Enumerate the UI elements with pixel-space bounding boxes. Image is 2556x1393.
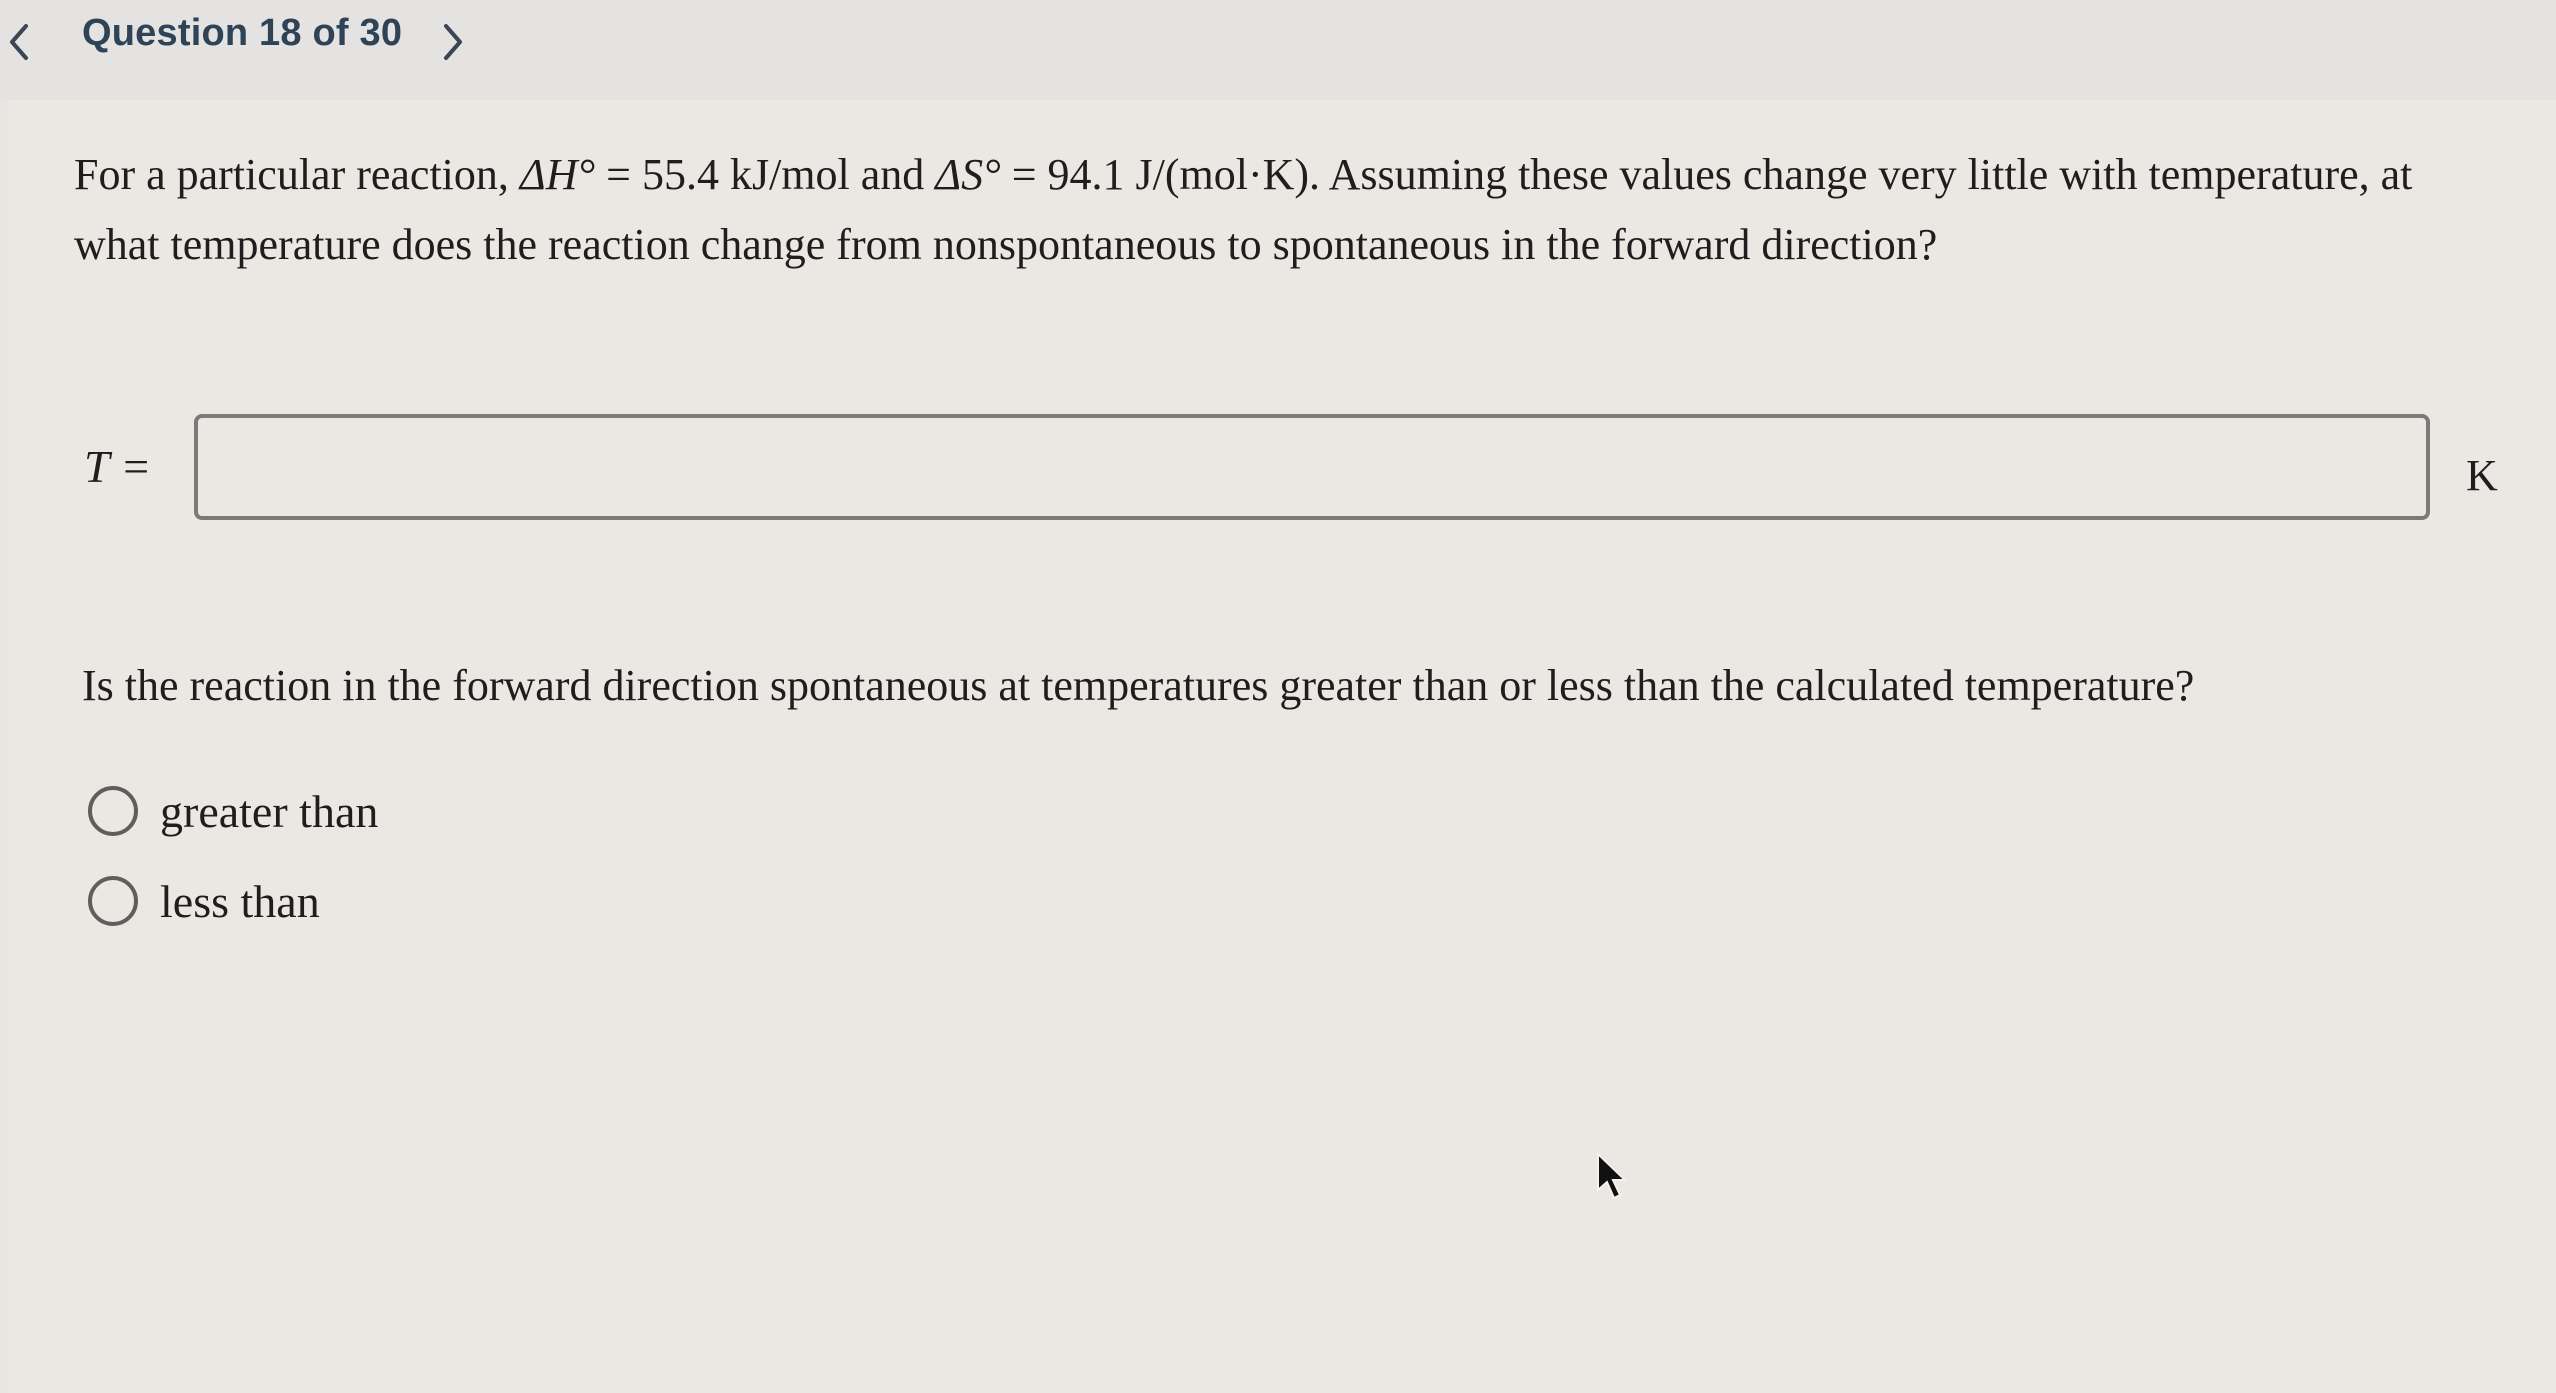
enthalpy-symbol: ΔH°	[519, 150, 596, 199]
option-label: greater than	[160, 785, 379, 837]
mouse-pointer-icon	[1594, 1152, 1628, 1202]
top-navigation-bar	[0, 0, 2556, 100]
prompt-text-intro: For a particular reaction,	[74, 150, 520, 199]
temperature-answer-row	[8, 400, 2556, 540]
chevron-right-icon	[432, 8, 472, 68]
radio-button[interactable]	[88, 786, 138, 836]
next-question-button[interactable]	[432, 8, 472, 68]
previous-question-button[interactable]	[0, 8, 40, 68]
question-prompt	[74, 140, 2494, 280]
temperature-input[interactable]	[194, 414, 2430, 520]
temperature-label: T =	[84, 441, 152, 492]
question-content-panel	[8, 100, 2556, 1393]
option-label: less than	[160, 875, 320, 927]
entropy-symbol: ΔS°	[935, 150, 1001, 199]
option-greater-than[interactable]	[88, 776, 378, 846]
entropy-value-and-question: = 94.1 J/(mol·K). Assuming these values change very little with temperature, at what temperature does the reaction change from nonspontaneous to spontaneous in the forward direction?	[74, 150, 2413, 269]
spontaneity-question: Is the reaction in the forward direction spontaneous at temperatures greater than or less than the calculated temperature?	[82, 661, 2195, 710]
temperature-unit: K	[2466, 451, 2498, 500]
option-less-than[interactable]	[88, 866, 320, 936]
enthalpy-value: = 55.4 kJ/mol and	[595, 150, 936, 199]
question-counter: Question 18 of 30	[82, 12, 403, 54]
chevron-left-icon	[0, 8, 40, 68]
radio-button[interactable]	[88, 876, 138, 926]
